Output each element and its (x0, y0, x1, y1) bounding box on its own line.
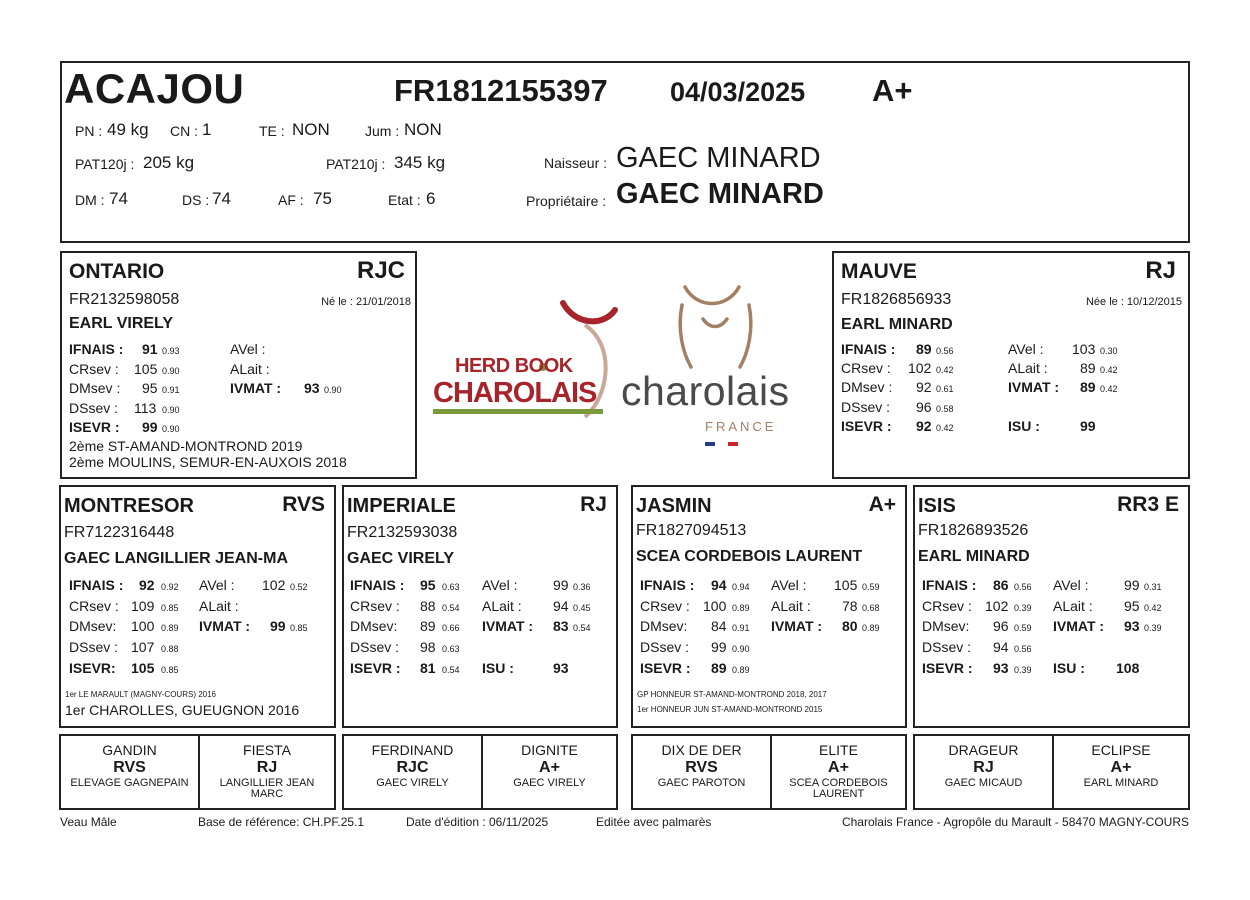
gp-id: FR1827094513 (636, 522, 747, 539)
ggp-grade: A+ (828, 759, 849, 776)
ggp-name: DRAGEUR (948, 742, 1019, 758)
dam-dssev-coef: 0.58 (936, 404, 954, 414)
gp-dmsev-label: DMsev: (350, 618, 398, 634)
grandparent-panel (913, 485, 1190, 728)
ggp-owner: GAEC VIRELY (376, 777, 449, 789)
dam-alait-label: ALait : (1008, 360, 1048, 376)
gp-crsev-value: 109 (131, 598, 155, 614)
pn-value: 49 kg (107, 120, 149, 139)
gp-ivmat-value: 93 (1124, 618, 1140, 634)
gp-avel-coef: 0.31 (1144, 582, 1162, 592)
naisseur-label: Naisseur : (544, 155, 608, 171)
gp-alait-coef: 0.42 (1144, 603, 1162, 613)
sire-isevr-coef: 0.90 (162, 424, 180, 434)
gp-dssev-label: DSsev : (922, 639, 972, 655)
dam-isu-value: 99 (1080, 418, 1096, 434)
sire-alait-label: ALait : (230, 361, 270, 377)
gp-dmsev-coef: 0.66 (442, 623, 460, 633)
sire-ifnais-coef: 0.93 (162, 346, 180, 356)
sire-id: FR2132598058 (69, 291, 180, 308)
gp-isevr-coef: 0.39 (1014, 665, 1032, 675)
gp-owner: EARL MINARD (918, 548, 1030, 565)
ggp-owner: LANGILLIER JEAN MARC (219, 777, 315, 800)
gp-ifnais-coef: 0.94 (732, 582, 750, 592)
ggp-grade: RJ (973, 759, 994, 776)
bull-id: FR1812155397 (394, 73, 608, 108)
sire-dmsev-coef: 0.91 (162, 385, 180, 395)
gp-dmsev-value: 84 (711, 618, 727, 634)
gp-avel-label: AVel : (482, 577, 518, 593)
sire-panel (60, 251, 417, 479)
gp-ifnais-coef: 0.92 (161, 582, 179, 592)
great-grandparents-pair (631, 734, 907, 810)
sire-avel-label: AVel : (230, 341, 266, 357)
gp-dmsev-value: 100 (131, 618, 155, 634)
gp-alait-label: ALait : (771, 598, 811, 614)
ggp-owner: EARL MINARD (1083, 777, 1159, 789)
ggp-grade: A+ (1110, 759, 1132, 776)
gp-isevr-value: 105 (131, 660, 155, 676)
gp-ifnais-value: 86 (993, 577, 1009, 593)
gp-name: ISIS (918, 495, 956, 517)
dam-panel (832, 251, 1190, 479)
sire-ivmat-label: IVMAT : (230, 380, 282, 396)
jum-label: Jum : (365, 123, 400, 139)
gp-alait-value: 95 (1124, 598, 1140, 614)
ggp-cell (633, 736, 770, 808)
dam-dmsev-label: DMsev : (841, 379, 893, 395)
gp-isu-value: 108 (1116, 660, 1140, 676)
gp-ivmat-label: IVMAT : (199, 618, 251, 634)
proprietaire-value: GAEC MINARD (616, 178, 824, 210)
grandparent-panel (342, 485, 618, 728)
gp-crsev-value: 88 (420, 598, 436, 614)
sire-crsev-value: 105 (134, 361, 158, 377)
gp-avel-value: 99 (553, 577, 569, 593)
pat120-label: PAT120j : (75, 156, 135, 172)
gp-crsev-value: 100 (703, 598, 727, 614)
sire-crsev-label: CRsev : (69, 361, 119, 377)
great-grandparents-pair (342, 734, 618, 810)
sire-dmsev-value: 95 (142, 380, 158, 396)
gp-dmsev-coef: 0.89 (161, 623, 179, 633)
gp-dssev-coef: 0.90 (732, 644, 750, 654)
footer-palmares: Editée avec palmarès (596, 815, 712, 829)
gp-avel-coef: 0.52 (290, 582, 308, 592)
gp-alait-coef: 0.45 (573, 603, 591, 613)
gp-ifnais-value: 95 (420, 577, 436, 593)
ggp-cell (915, 736, 1052, 808)
gp-isevr-label: ISEVR: (69, 660, 116, 676)
dam-avel-value: 103 (1072, 341, 1096, 357)
ggp-cell (1054, 736, 1188, 808)
ds-label: DS : (182, 192, 210, 208)
dam-name: MAUVE (841, 260, 917, 283)
gp-ivmat-coef: 0.39 (1144, 623, 1162, 633)
gp-grade: RVS (282, 493, 325, 516)
dam-ifnais-value: 89 (916, 341, 932, 357)
dam-crsev-coef: 0.42 (936, 365, 954, 375)
gp-crsev-label: CRsev : (350, 598, 400, 614)
etat-value: 6 (426, 189, 436, 208)
gp-crsev-value: 102 (985, 598, 1009, 614)
gp-ifnais-label: IFNAIS : (350, 577, 405, 593)
gp-dssev-value: 94 (993, 639, 1009, 655)
gp-isevr-label: ISEVR : (922, 660, 973, 676)
dam-isu-label: ISU : (1008, 418, 1040, 434)
herdbook-main-text: CHAROLAIS (433, 377, 597, 409)
gp-name: MONTRESOR (64, 495, 194, 517)
gp-dmsev-label: DMsev: (640, 618, 688, 634)
bull-name: ACAJOU (64, 65, 245, 112)
dm-label: DM : (75, 192, 105, 208)
gp-isu-label: ISU : (1053, 660, 1085, 676)
footer-organization: Charolais France - Agropôle du Marault - 58470 MAGNY-COURS (841, 815, 1189, 829)
dam-isevr-value: 92 (916, 418, 932, 434)
ggp-cell (483, 736, 616, 808)
dam-grade: RJ (1145, 257, 1176, 284)
ds-value: 74 (212, 189, 231, 208)
ggp-owner: GAEC VIRELY (513, 777, 586, 789)
gp-isevr-coef: 0.85 (161, 665, 179, 675)
proprietaire-label: Propriétaire : (526, 193, 607, 209)
gp-ifnais-coef: 0.63 (442, 582, 460, 592)
sire-isevr-value: 99 (142, 419, 158, 435)
gp-dssev-value: 98 (420, 639, 436, 655)
sire-ifnais-label: IFNAIS : (69, 341, 124, 357)
gp-avel-label: AVel : (771, 577, 807, 593)
gp-ifnais-value: 94 (711, 577, 727, 593)
dam-birth-date: Née le : 10/12/2015 (1085, 296, 1182, 308)
gp-grade: RR3 E (1117, 493, 1179, 516)
footer-sex: Veau Mâle (60, 815, 117, 829)
gp-alait-value: 94 (553, 598, 569, 614)
sire-dmsev-label: DMsev : (69, 380, 121, 396)
ggp-cell (772, 736, 905, 808)
sire-grade: RJC (356, 257, 405, 284)
sire-ifnais-value: 91 (142, 341, 158, 357)
gp-avel-coef: 0.36 (573, 582, 591, 592)
grandparent-panel (59, 485, 336, 728)
sire-dssev-label: DSsev : (69, 400, 119, 416)
etat-label: Etat : (388, 192, 421, 208)
gp-name: JASMIN (636, 495, 712, 517)
gp-crsev-coef: 0.89 (732, 603, 750, 613)
dam-ivmat-coef: 0.42 (1100, 384, 1118, 394)
gp-isevr-coef: 0.54 (442, 665, 460, 675)
ggp-cell (344, 736, 481, 808)
sire-award-2: 2ème MOULINS, SEMUR-EN-AUXOIS 2018 (69, 454, 347, 470)
gp-alait-coef: 0.68 (862, 603, 880, 613)
gp-ivmat-label: IVMAT : (771, 618, 823, 634)
dam-ivmat-label: IVMAT : (1008, 379, 1060, 395)
herdbook-top-text: HERD BOOK (455, 355, 573, 377)
gp-isevr-value: 81 (420, 660, 436, 676)
dam-isevr-coef: 0.42 (936, 423, 954, 433)
bull-header-panel (60, 61, 1190, 243)
dam-crsev-value: 102 (908, 360, 932, 376)
ggp-name: FIESTA (243, 742, 291, 758)
gp-alait-value: 78 (842, 598, 858, 614)
cn-value: 1 (202, 120, 212, 139)
gp-dssev-coef: 0.56 (1014, 644, 1032, 654)
te-value: NON (292, 120, 330, 139)
gp-id: FR1826893526 (918, 522, 1029, 539)
bull-grade: A+ (872, 73, 913, 108)
gp-ifnais-label: IFNAIS : (640, 577, 695, 593)
gp-isevr-coef: 0.89 (732, 665, 750, 675)
gp-crsev-label: CRsev : (922, 598, 972, 614)
dam-dmsev-value: 92 (916, 379, 932, 395)
ggp-grade: RJC (396, 759, 429, 776)
sire-crsev-coef: 0.90 (162, 366, 180, 376)
sire-award-1: 2ème ST-AMAND-MONTROND 2019 (69, 438, 303, 454)
gp-award-big: 1er CHAROLLES, GUEUGNON 2016 (65, 702, 300, 718)
dam-avel-coef: 0.30 (1100, 346, 1118, 356)
charolais-france-sub: FRANCE (705, 419, 777, 434)
gp-dssev-label: DSsev : (350, 639, 400, 655)
pat210-label: PAT210j : (326, 156, 386, 172)
sire-dssev-value: 113 (134, 400, 157, 416)
gp-crsev-label: CRsev : (69, 598, 119, 614)
dam-owner: EARL MINARD (841, 316, 953, 333)
dam-alait-value: 89 (1080, 360, 1096, 376)
ggp-name: FERDINAND (371, 742, 454, 758)
gp-dmsev-coef: 0.59 (1014, 623, 1032, 633)
gp-ivmat-coef: 0.85 (290, 623, 308, 633)
gp-id: FR7122316448 (64, 524, 175, 541)
cn-label: CN : (170, 123, 198, 139)
pat210-value: 345 kg (394, 153, 446, 172)
pat120-value: 205 kg (143, 153, 195, 172)
gp-isevr-label: ISEVR : (640, 660, 691, 676)
dm-value: 74 (109, 189, 128, 208)
pn-label: PN : (75, 123, 103, 139)
gp-grade: RJ (580, 493, 607, 516)
jum-value: NON (404, 120, 442, 139)
charolais-france-text: charolais (621, 368, 790, 414)
sire-name: ONTARIO (69, 260, 165, 283)
ggp-name: DIGNITE (521, 742, 578, 758)
gp-avel-label: AVel : (199, 577, 235, 593)
gp-dssev-coef: 0.63 (442, 644, 460, 654)
sire-ivmat-coef: 0.90 (324, 385, 342, 395)
dam-isevr-label: ISEVR : (841, 418, 892, 434)
gp-avel-coef: 0.59 (862, 582, 880, 592)
gp-award-a: GP HONNEUR ST-AMAND-MONTROND 2018, 2017 (637, 690, 827, 699)
gp-isevr-value: 93 (993, 660, 1009, 676)
af-label: AF : (278, 192, 304, 208)
sire-isevr-label: ISEVR : (69, 419, 120, 435)
gp-crsev-coef: 0.39 (1014, 603, 1032, 613)
gp-ifnais-value: 92 (139, 577, 155, 593)
gp-owner: SCEA CORDEBOIS LAURENT (636, 548, 863, 565)
gp-isevr-label: ISEVR : (350, 660, 401, 676)
gp-dssev-value: 99 (711, 639, 727, 655)
ggp-grade: RVS (113, 759, 146, 776)
naisseur-value: GAEC MINARD (616, 142, 821, 174)
great-grandparents-pair (59, 734, 336, 810)
gp-avel-value: 99 (1124, 577, 1140, 593)
ggp-cell (61, 736, 198, 808)
ggp-owner: GAEC MICAUD (944, 777, 1023, 789)
gp-owner: GAEC VIRELY (347, 550, 454, 567)
gp-avel-value: 105 (834, 577, 858, 593)
gp-id: FR2132593038 (347, 524, 458, 541)
te-label: TE : (259, 123, 285, 139)
gp-isu-value: 93 (553, 660, 569, 676)
dam-dssev-label: DSsev : (841, 399, 891, 415)
dam-ifnais-coef: 0.56 (936, 346, 954, 356)
gp-crsev-label: CRsev : (640, 598, 690, 614)
ggp-grade: RJ (256, 759, 278, 776)
gp-ifnais-coef: 0.56 (1014, 582, 1032, 592)
gp-avel-label: AVel : (1053, 577, 1089, 593)
footer-edition-date: Date d'édition : 06/11/2025 (406, 815, 549, 829)
dam-id: FR1826856933 (841, 291, 952, 308)
ggp-owner: GAEC PAROTON (657, 777, 746, 789)
ggp-name: DIX DE DER (661, 742, 742, 758)
gp-isevr-value: 89 (711, 660, 727, 676)
gp-avel-value: 102 (262, 577, 286, 593)
ggp-cell (200, 736, 334, 808)
grandparent-panel (631, 485, 907, 728)
dam-crsev-label: CRsev : (841, 360, 891, 376)
gp-award-b: 1er HONNEUR JUN ST-AMAND-MONTROND 2015 (637, 705, 823, 714)
gp-crsev-coef: 0.54 (442, 603, 460, 613)
gp-isu-label: ISU : (482, 660, 514, 676)
sire-owner: EARL VIRELY (69, 315, 174, 332)
logos-area (425, 285, 820, 455)
gp-ivmat-coef: 0.89 (862, 623, 880, 633)
ggp-name: GANDIN (102, 742, 157, 758)
dam-avel-label: AVel : (1008, 341, 1044, 357)
dam-alait-coef: 0.42 (1100, 365, 1118, 375)
gp-name: IMPERIALE (347, 495, 456, 517)
gp-crsev-coef: 0.85 (161, 603, 179, 613)
bull-birth-date: 04/03/2025 (670, 77, 806, 107)
ggp-owner: ELEVAGE GAGNEPAIN (70, 777, 189, 789)
gp-ivmat-value: 99 (270, 618, 286, 634)
ggp-name: ELITE (819, 742, 858, 758)
sire-ivmat-value: 93 (304, 380, 320, 396)
gp-dssev-label: DSsev : (640, 639, 690, 655)
gp-ivmat-coef: 0.54 (573, 623, 591, 633)
gp-alait-label: ALait : (1053, 598, 1093, 614)
gp-dmsev-value: 89 (420, 618, 436, 634)
great-grandparents-pair (913, 734, 1190, 810)
gp-ifnais-label: IFNAIS : (69, 577, 124, 593)
ggp-name: ECLIPSE (1091, 742, 1151, 758)
gp-alait-label: ALait : (482, 598, 522, 614)
gp-award-small: 1er LE MARAULT (MAGNY-COURS) 2016 (65, 690, 217, 699)
gp-ivmat-value: 80 (842, 618, 858, 634)
footer-base: Base de référence: CH.PF.25.1 (198, 815, 365, 829)
gp-grade: A+ (868, 493, 896, 516)
af-value: 75 (313, 189, 332, 208)
dam-dssev-value: 96 (916, 399, 932, 415)
dam-ivmat-value: 89 (1080, 379, 1096, 395)
gp-dmsev-label: DMsev: (69, 618, 117, 634)
ggp-grade: A+ (539, 759, 560, 776)
ggp-grade: RVS (685, 759, 718, 776)
gp-alait-label: ALait : (199, 598, 239, 614)
dam-ifnais-label: IFNAIS : (841, 341, 896, 357)
gp-ivmat-label: IVMAT : (1053, 618, 1105, 634)
gp-dmsev-label: DMsev: (922, 618, 970, 634)
gp-dssev-label: DSsev : (69, 639, 119, 655)
gp-dmsev-value: 96 (993, 618, 1009, 634)
gp-dmsev-coef: 0.91 (732, 623, 750, 633)
gp-ivmat-value: 83 (553, 618, 569, 634)
sire-birth-date: Né le : 21/01/2018 (321, 296, 411, 308)
sire-dssev-coef: 0.90 (162, 405, 180, 415)
dam-dmsev-coef: 0.61 (936, 384, 954, 394)
gp-owner: GAEC LANGILLIER JEAN-MA (64, 550, 288, 567)
gp-dssev-value: 107 (131, 639, 155, 655)
ggp-owner: SCEA CORDEBOIS LAURENT (789, 777, 888, 800)
gp-dssev-coef: 0.88 (161, 644, 179, 654)
gp-ifnais-label: IFNAIS : (922, 577, 977, 593)
gp-ivmat-label: IVMAT : (482, 618, 534, 634)
